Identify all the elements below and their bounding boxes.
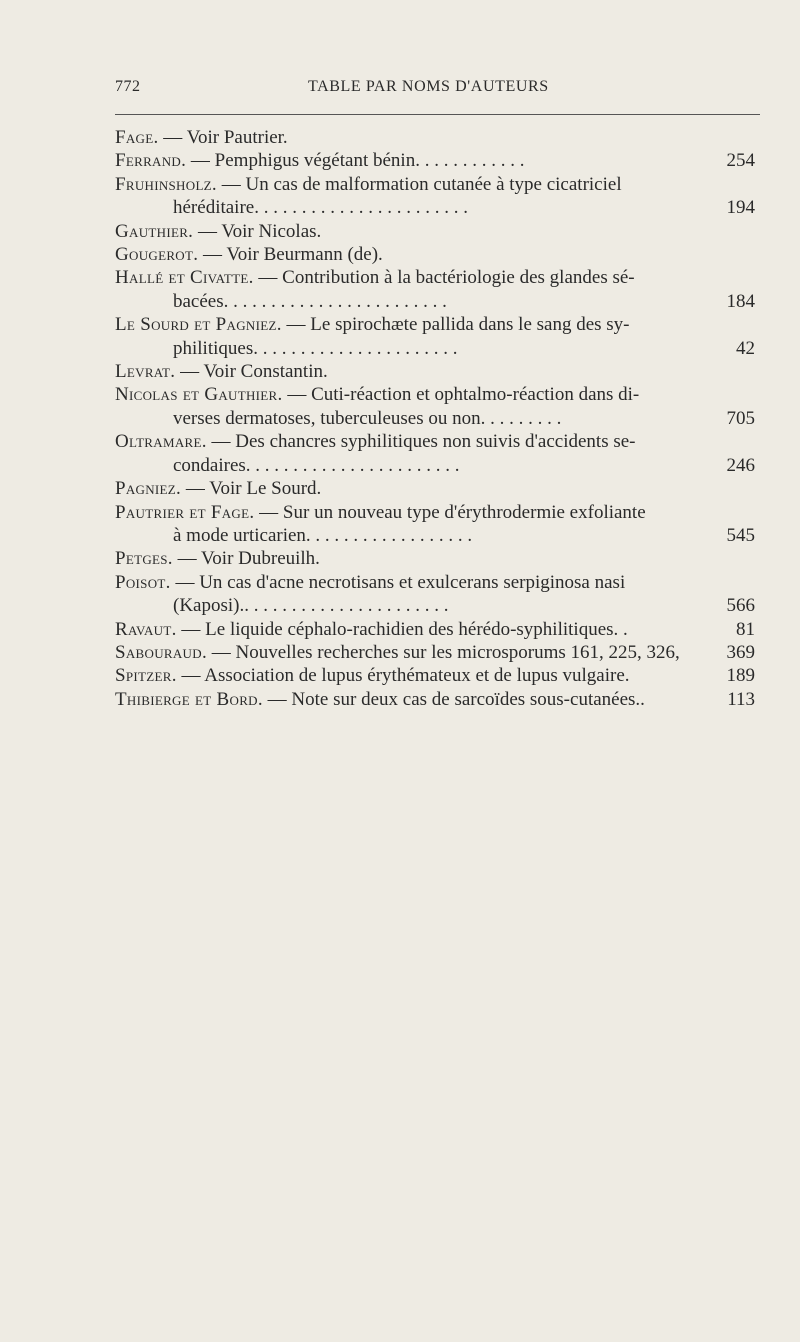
entry-line [115, 641, 755, 664]
entry-page-number: 566 [726, 595, 755, 617]
entry-page-number: 545 [726, 524, 755, 546]
entry-title: — Voir Beurmann (de). [198, 244, 383, 266]
index-entry [115, 173, 755, 220]
entry-title: — Note sur deux cas de sarcoïdes sous-cutanées.. [262, 688, 645, 710]
entry-title: — Voir Pautrier. [158, 127, 288, 148]
entry-author: Pautrier et Fage. [115, 501, 255, 523]
entry-line [115, 173, 740, 196]
running-title: TABLE PAR NOMS D'AUTEURS [308, 78, 549, 95]
entry-title: — Voir Dubreuilh. [172, 548, 320, 570]
entry-line: verses dermatoses, tuberculeuses ou non. . . . . . . . . 705 [173, 407, 755, 429]
entry-author: Ravaut. [115, 618, 177, 640]
entry-author: Gauthier. [115, 220, 194, 242]
entry-author: Ferrand. [115, 150, 187, 172]
entry-title: — Le spirochæte pallida dans le sang des sy- [281, 314, 630, 336]
index-entry [115, 688, 755, 711]
entry-line [115, 477, 740, 500]
entry-title: — Voir Constantin. [175, 361, 328, 383]
index-entry [115, 266, 755, 313]
index-entry [115, 501, 755, 548]
index-entry [115, 477, 740, 500]
entry-line [115, 430, 740, 453]
index-entry [115, 313, 755, 360]
entry-line [115, 571, 740, 594]
entry-author: Thibierge et Bord. [115, 688, 263, 710]
entry-title: — Contribution à la bactériologie des glandes sé- [253, 267, 635, 289]
entry-title: — Pemphigus végétant bénin. . . . . . . . . . . . [186, 150, 525, 172]
entry-author: Nicolas et Gauthier. [115, 384, 283, 406]
entry-line: philitiques. . . . . . . . . . . . . . . . . . . . . . 42 [173, 337, 755, 359]
entry-line [115, 313, 740, 336]
entry-line: (Kaposi).. . . . . . . . . . . . . . . . . . . . . . 566 [173, 595, 755, 617]
entry-line [115, 149, 755, 172]
entry-page-number: 81 [736, 618, 755, 640]
index-entry [115, 243, 740, 266]
entry-title: — Nouvelles recherches sur les microsporums 161, 225, 326, [207, 641, 680, 663]
author-index [115, 126, 755, 711]
entry-author: Hallé et Civatte. [115, 267, 254, 289]
index-entry [115, 618, 755, 641]
entry-author: Gougerot. [115, 244, 199, 266]
entry-author: Poisot. [115, 571, 171, 593]
entry-author: Oltramare. [115, 431, 207, 453]
entry-page-number: 246 [726, 454, 755, 476]
index-entry [115, 383, 755, 430]
entry-title: — Cuti-réaction et ophtalmo-réaction dans di- [282, 384, 640, 406]
entry-title: — Voir Nicolas. [193, 220, 322, 242]
entry-title: — Des chancres syphilitiques non suivis d'accidents se- [206, 431, 636, 453]
header-rule [115, 114, 760, 115]
entry-line [115, 501, 740, 524]
entry-author: Fruhinsholz. [115, 173, 217, 195]
entry-title: — Le liquide céphalo-rachidien des hérédo-syphilitiques. . [176, 618, 628, 640]
entry-author: Sabouraud. [115, 641, 207, 663]
page-number: 772 [115, 78, 141, 95]
index-entry [115, 547, 740, 570]
page-header [115, 78, 760, 102]
entry-author: Petges. [115, 548, 173, 570]
entry-page-number: 194 [726, 197, 755, 219]
entry-line [115, 360, 740, 383]
index-entry [115, 571, 755, 618]
entry-page-number: 369 [726, 641, 755, 663]
entry-author: Fage. [115, 127, 159, 148]
entry-title: — Voir Le Sourd. [181, 478, 322, 500]
entry-author: Levrat. [115, 361, 176, 383]
entry-line [115, 266, 740, 289]
entry-title: — Association de lupus érythémateux et de lupus vulgaire. [176, 665, 630, 687]
entry-line [115, 688, 755, 711]
entry-line: à mode urticarien. . . . . . . . . . . . . . . . . . 545 [173, 524, 755, 546]
entry-page-number: 42 [736, 337, 755, 359]
entry-title: — Sur un nouveau type d'érythrodermie exfoliante [254, 501, 646, 523]
entry-line [115, 220, 740, 243]
entry-line [115, 547, 740, 570]
entry-author: Pagniez. [115, 478, 182, 500]
entry-author: Le Sourd et Pagniez. [115, 314, 282, 336]
index-entry [115, 664, 755, 687]
entry-line: condaires. . . . . . . . . . . . . . . . . . . . . . . 246 [173, 454, 755, 476]
entry-line [115, 126, 740, 149]
entry-page-number: 189 [726, 665, 755, 687]
entry-page-number: 254 [726, 150, 755, 172]
entry-line [115, 664, 755, 687]
entry-page-number: 705 [726, 407, 755, 429]
entry-line: héréditaire. . . . . . . . . . . . . . . . . . . . . . . 194 [173, 197, 755, 219]
entry-line [115, 383, 740, 406]
entry-page-number: 184 [726, 290, 755, 312]
index-entry [115, 149, 755, 172]
entry-author: Spitzer. [115, 665, 177, 687]
index-entry [115, 430, 755, 477]
entry-line: bacées. . . . . . . . . . . . . . . . . . . . . . . . 184 [173, 290, 755, 312]
index-entry [115, 641, 755, 664]
entry-line [115, 243, 740, 266]
entry-line [115, 618, 755, 641]
index-entry [115, 126, 740, 149]
entry-title: — Un cas de malformation cutanée à type cicatriciel [216, 173, 622, 195]
entry-page-number: 113 [727, 688, 755, 710]
entry-title: — Un cas d'acne necrotisans et exulcerans serpiginosa nasi [170, 571, 626, 593]
index-entry [115, 220, 740, 243]
index-entry [115, 360, 740, 383]
